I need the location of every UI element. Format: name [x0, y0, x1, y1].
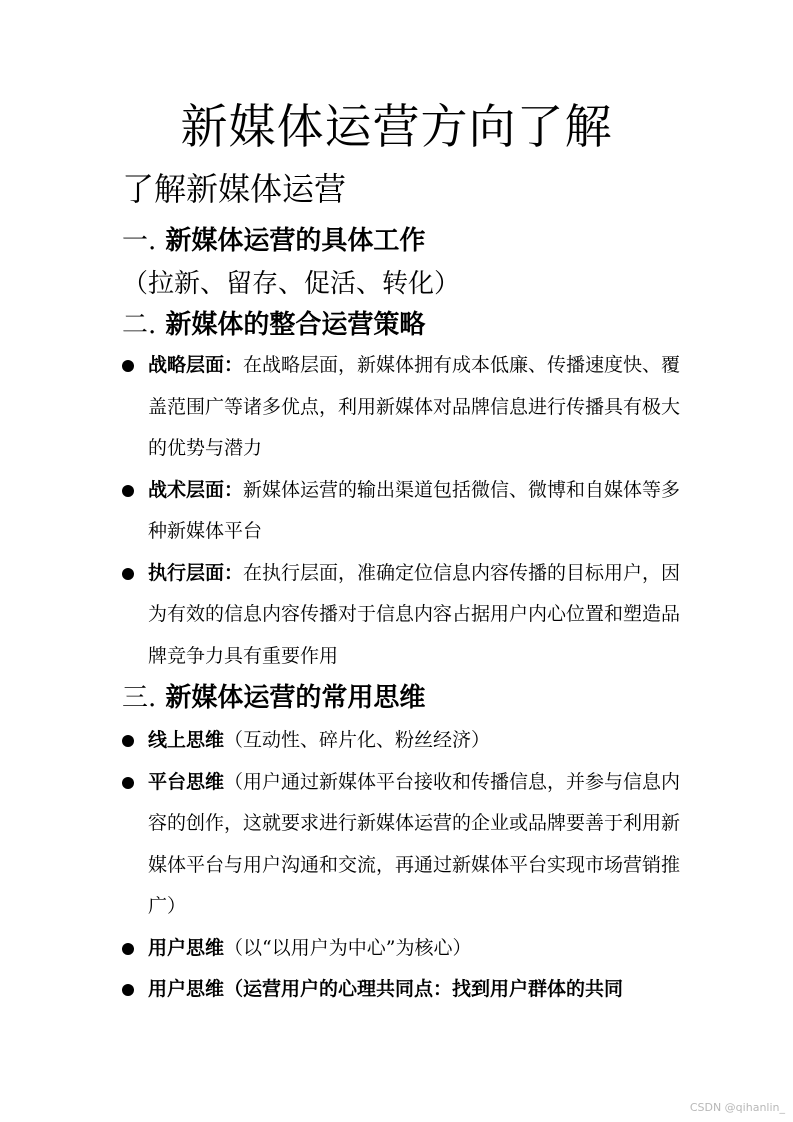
item-label: 线上思维	[148, 729, 225, 751]
item-label: 执行层面：	[148, 561, 244, 584]
section-heading-1	[122, 221, 425, 261]
section-number: 三.	[122, 683, 157, 713]
section-heading-2	[122, 305, 425, 345]
watermark: CSDN @qihanlin_	[689, 1101, 785, 1114]
bullet-icon	[122, 568, 134, 580]
item-text: 在执行层面，准确定位信息内容传播的目标用户，因为有效的信息内容传播对于信息内容占据用户内心位置和塑造品牌竞争力具有重要作用	[148, 561, 681, 667]
list-item	[122, 470, 682, 553]
item-label: 平台思维	[148, 770, 225, 793]
bullet-icon	[122, 735, 134, 747]
document-subtitle: 了解新媒体运营	[122, 170, 347, 208]
section-title: 新媒体运营的常用思维	[165, 683, 426, 713]
bullet-icon	[122, 943, 134, 955]
list-item	[122, 553, 682, 678]
strategy-list	[122, 345, 682, 677]
item-text: （以“以用户为中心”为核心）	[224, 936, 472, 959]
document-title: 新媒体运营方向了解	[180, 100, 613, 155]
section-title: 新媒体的整合运营策略	[165, 310, 426, 340]
item-label: 战术层面：	[148, 478, 244, 501]
item-label: 用户思维（运营用户的心理共同点：找到用户群体的共同	[148, 978, 624, 1000]
item-text: （互动性、碎片化、粉丝经济）	[224, 729, 491, 751]
thinking-list	[122, 720, 682, 1011]
list-item	[122, 720, 682, 762]
bullet-icon	[122, 485, 134, 497]
section-heading-3	[122, 678, 425, 718]
list-item	[122, 969, 682, 1011]
bullet-icon	[122, 984, 134, 996]
list-item	[122, 345, 682, 470]
list-item	[122, 762, 682, 928]
section-number: 二.	[122, 310, 157, 340]
item-label: 战略层面：	[148, 354, 244, 376]
section-number: 一.	[122, 226, 157, 256]
section-title: 新媒体运营的具体工作	[165, 226, 426, 256]
item-label: 用户思维	[148, 936, 225, 959]
bullet-icon	[122, 777, 134, 789]
bullet-icon	[122, 360, 134, 372]
section-1-note: （拉新、留存、促活、转化）	[122, 269, 461, 299]
item-text: 在战略层面，新媒体拥有成本低廉、传播速度快、覆盖范围广等诸多优点，利用新媒体对品牌信息进行传播具有极大的优势与潜力	[148, 354, 681, 459]
item-text: 新媒体运营的输出渠道包括微信、微博和自媒体等多种新媒体平台	[148, 478, 681, 542]
list-item	[122, 928, 682, 970]
item-text: （用户通过新媒体平台接收和传播信息，并参与信息内容的创作，这就要求进行新媒体运营的企业或品牌要善于利用新媒体平台与用户沟通和交流，再通过新媒体平台实现市场营销推广）	[148, 770, 681, 917]
